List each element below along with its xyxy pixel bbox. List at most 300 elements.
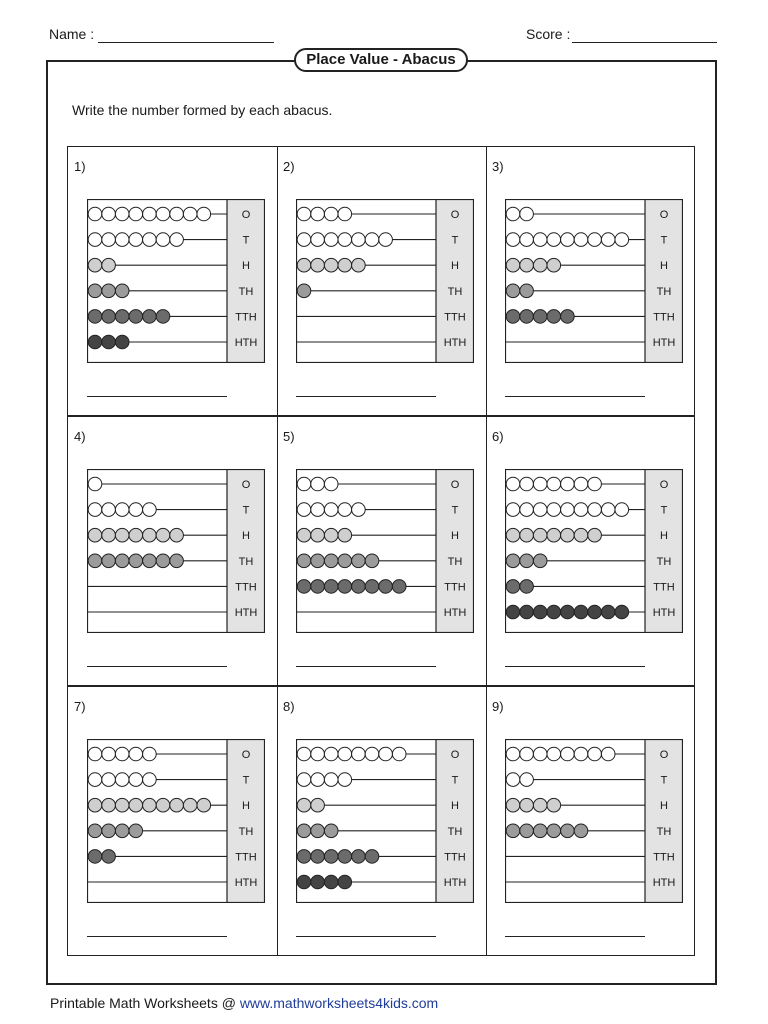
- abacus-bead: [506, 747, 520, 761]
- place-label: T: [451, 234, 459, 247]
- abacus-bead: [533, 554, 547, 568]
- place-label: TTH: [235, 581, 257, 594]
- place-label: H: [660, 530, 668, 543]
- abacus-bead: [324, 875, 338, 889]
- abacus-bead: [365, 747, 379, 761]
- abacus-bead: [88, 258, 102, 272]
- abacus-bead: [547, 747, 561, 761]
- place-label: H: [451, 260, 459, 273]
- abacus-bead: [574, 605, 588, 619]
- abacus: [505, 739, 683, 903]
- place-label: O: [659, 209, 669, 221]
- abacus-bead: [506, 773, 520, 787]
- abacus-bead: [88, 310, 102, 324]
- abacus-bead: [311, 580, 325, 594]
- problem-cell: [68, 687, 277, 957]
- place-label: HTH: [443, 877, 467, 889]
- abacus-bead: [88, 477, 102, 491]
- abacus-bead: [506, 258, 520, 272]
- abacus: [296, 199, 474, 363]
- abacus-bead: [561, 528, 575, 542]
- abacus-bead: [506, 310, 520, 324]
- abacus: [505, 469, 683, 633]
- abacus-bead: [102, 503, 116, 517]
- name-label: Name :: [49, 26, 95, 42]
- abacus-bead: [338, 773, 352, 787]
- place-label: O: [241, 749, 251, 761]
- instructions: Write the number formed by each abacus.: [72, 102, 333, 118]
- footer-link[interactable]: www.mathworksheets4kids.com: [239, 995, 439, 1011]
- abacus-bead: [115, 284, 129, 298]
- place-label: T: [660, 774, 668, 787]
- place-label: TTH: [235, 851, 257, 864]
- place-label: H: [660, 260, 668, 273]
- answer-line[interactable]: [87, 396, 227, 397]
- abacus-bead: [129, 773, 143, 787]
- abacus-bead: [533, 310, 547, 324]
- abacus-bead: [170, 233, 184, 247]
- abacus-bead: [365, 554, 379, 568]
- abacus-bead: [506, 580, 520, 594]
- place-label: H: [451, 530, 459, 543]
- abacus-bead: [156, 528, 170, 542]
- place-label: TTH: [653, 851, 675, 864]
- abacus-bead: [615, 233, 629, 247]
- abacus-bead: [88, 528, 102, 542]
- abacus-bead: [352, 747, 366, 761]
- abacus-bead: [129, 824, 143, 838]
- abacus-bead: [520, 477, 534, 491]
- place-label: T: [451, 774, 459, 787]
- abacus-bead: [102, 850, 116, 864]
- abacus-bead: [156, 310, 170, 324]
- abacus-bead: [156, 207, 170, 221]
- abacus-bead: [311, 875, 325, 889]
- abacus-bead: [311, 824, 325, 838]
- place-label: TH: [656, 285, 672, 298]
- abacus-bead: [324, 233, 338, 247]
- abacus-bead: [297, 284, 311, 298]
- place-label: O: [450, 479, 460, 491]
- abacus-bead: [338, 233, 352, 247]
- abacus: [87, 199, 265, 363]
- abacus-bead: [102, 284, 116, 298]
- abacus-bead: [520, 605, 534, 619]
- abacus-bead: [533, 528, 547, 542]
- abacus-bead: [143, 310, 157, 324]
- abacus-bead: [547, 605, 561, 619]
- problem-cell: [486, 417, 695, 687]
- abacus-bead: [338, 850, 352, 864]
- abacus-bead: [311, 554, 325, 568]
- abacus-bead: [102, 773, 116, 787]
- place-label: O: [450, 749, 460, 761]
- abacus-bead: [183, 207, 197, 221]
- abacus-bead: [115, 207, 129, 221]
- place-label: O: [241, 479, 251, 491]
- place-label: T: [451, 504, 459, 517]
- answer-line[interactable]: [87, 936, 227, 937]
- abacus-bead: [365, 850, 379, 864]
- abacus-bead: [352, 258, 366, 272]
- abacus-bead: [601, 233, 615, 247]
- abacus-bead: [506, 207, 520, 221]
- place-label: HTH: [234, 337, 258, 349]
- abacus-bead: [156, 233, 170, 247]
- abacus-bead: [588, 747, 602, 761]
- abacus-bead: [297, 773, 311, 787]
- abacus-bead: [561, 233, 575, 247]
- abacus: [296, 739, 474, 903]
- footer: [50, 995, 438, 1011]
- abacus-bead: [365, 580, 379, 594]
- place-label: H: [451, 800, 459, 813]
- abacus-bead: [156, 798, 170, 812]
- abacus-bead: [115, 310, 129, 324]
- abacus-bead: [338, 554, 352, 568]
- abacus-bead: [311, 233, 325, 247]
- problem-cell: [68, 417, 277, 687]
- abacus-bead: [324, 824, 338, 838]
- abacus-bead: [392, 580, 406, 594]
- abacus-bead: [115, 233, 129, 247]
- abacus-bead: [88, 503, 102, 517]
- abacus-bead: [297, 850, 311, 864]
- answer-line[interactable]: [87, 666, 227, 667]
- abacus-bead: [574, 824, 588, 838]
- abacus-bead: [129, 207, 143, 221]
- abacus-bead: [338, 503, 352, 517]
- abacus-bead: [324, 554, 338, 568]
- abacus-bead: [297, 875, 311, 889]
- abacus-bead: [561, 747, 575, 761]
- abacus-bead: [379, 580, 393, 594]
- abacus-bead: [574, 528, 588, 542]
- abacus-bead: [520, 824, 534, 838]
- place-label: TTH: [653, 311, 675, 324]
- abacus: [87, 469, 265, 633]
- abacus-bead: [533, 258, 547, 272]
- abacus-bead: [338, 258, 352, 272]
- abacus-bead: [129, 747, 143, 761]
- place-label: TH: [447, 285, 463, 298]
- abacus-bead: [297, 503, 311, 517]
- abacus-bead: [311, 528, 325, 542]
- abacus-bead: [352, 580, 366, 594]
- abacus-bead: [547, 798, 561, 812]
- place-label: HTH: [234, 607, 258, 619]
- abacus-bead: [311, 503, 325, 517]
- place-label: TH: [238, 285, 254, 298]
- problem-cell: [277, 147, 486, 417]
- abacus-bead: [115, 747, 129, 761]
- abacus-bead: [533, 477, 547, 491]
- abacus-bead: [88, 233, 102, 247]
- abacus-bead: [574, 747, 588, 761]
- footer-text: Printable Math Worksheets @: [50, 995, 236, 1011]
- abacus-bead: [102, 258, 116, 272]
- place-label: T: [242, 504, 250, 517]
- abacus-bead: [129, 554, 143, 568]
- abacus-bead: [588, 477, 602, 491]
- abacus-bead: [129, 233, 143, 247]
- abacus-bead: [143, 528, 157, 542]
- answer-line[interactable]: [296, 666, 436, 667]
- score-field[interactable]: [572, 42, 717, 43]
- abacus: [87, 739, 265, 903]
- abacus-bead: [297, 747, 311, 761]
- place-label: O: [659, 479, 669, 491]
- abacus-bead: [601, 503, 615, 517]
- abacus-bead: [143, 798, 157, 812]
- problem-number: 2): [283, 159, 295, 174]
- abacus-bead: [324, 477, 338, 491]
- place-label: HTH: [652, 877, 676, 889]
- abacus-bead: [102, 824, 116, 838]
- place-label: HTH: [652, 337, 676, 349]
- abacus-bead: [601, 747, 615, 761]
- abacus-bead: [115, 503, 129, 517]
- abacus-bead: [352, 233, 366, 247]
- abacus-bead: [102, 554, 116, 568]
- place-label: O: [450, 209, 460, 221]
- problem-cell: [277, 687, 486, 957]
- abacus-bead: [129, 528, 143, 542]
- abacus-bead: [297, 528, 311, 542]
- abacus-bead: [297, 258, 311, 272]
- abacus-bead: [533, 747, 547, 761]
- name-field[interactable]: [98, 42, 274, 43]
- abacus-bead: [102, 207, 116, 221]
- abacus-bead: [88, 335, 102, 349]
- place-label: H: [660, 800, 668, 813]
- place-label: TTH: [444, 311, 466, 324]
- abacus-bead: [88, 798, 102, 812]
- answer-line[interactable]: [505, 666, 645, 667]
- abacus-bead: [129, 798, 143, 812]
- abacus-bead: [547, 258, 561, 272]
- place-label: TH: [238, 555, 254, 568]
- abacus-bead: [588, 528, 602, 542]
- abacus-bead: [561, 477, 575, 491]
- abacus-bead: [297, 824, 311, 838]
- abacus-bead: [520, 773, 534, 787]
- abacus-bead: [392, 747, 406, 761]
- abacus-bead: [115, 798, 129, 812]
- abacus-bead: [547, 477, 561, 491]
- abacus-bead: [115, 773, 129, 787]
- abacus-bead: [561, 503, 575, 517]
- abacus-bead: [297, 207, 311, 221]
- abacus-bead: [311, 477, 325, 491]
- problem-cell: [486, 687, 695, 957]
- abacus-bead: [533, 503, 547, 517]
- abacus-bead: [297, 233, 311, 247]
- abacus-bead: [520, 310, 534, 324]
- abacus-bead: [170, 554, 184, 568]
- abacus-bead: [520, 798, 534, 812]
- abacus-bead: [506, 798, 520, 812]
- place-label: TH: [447, 825, 463, 838]
- place-label: O: [659, 749, 669, 761]
- abacus-bead: [156, 554, 170, 568]
- abacus-bead: [102, 233, 116, 247]
- abacus-bead: [533, 824, 547, 838]
- abacus-bead: [601, 605, 615, 619]
- place-label: HTH: [234, 877, 258, 889]
- abacus-bead: [574, 503, 588, 517]
- abacus-bead: [311, 747, 325, 761]
- abacus-bead: [547, 233, 561, 247]
- answer-line[interactable]: [505, 396, 645, 397]
- problem-cell: [486, 147, 695, 417]
- abacus-bead: [324, 747, 338, 761]
- abacus-bead: [520, 503, 534, 517]
- abacus-bead: [143, 554, 157, 568]
- abacus-bead: [324, 528, 338, 542]
- abacus-bead: [588, 503, 602, 517]
- abacus-bead: [533, 605, 547, 619]
- abacus-bead: [379, 747, 393, 761]
- abacus-bead: [520, 207, 534, 221]
- problem-number: 1): [74, 159, 86, 174]
- place-label: H: [242, 800, 250, 813]
- abacus-bead: [115, 528, 129, 542]
- abacus-bead: [547, 528, 561, 542]
- answer-line[interactable]: [296, 396, 436, 397]
- abacus-bead: [588, 605, 602, 619]
- place-label: O: [241, 209, 251, 221]
- abacus-bead: [143, 503, 157, 517]
- abacus-bead: [506, 284, 520, 298]
- place-label: TTH: [444, 581, 466, 594]
- abacus-bead: [561, 605, 575, 619]
- abacus-bead: [506, 477, 520, 491]
- abacus-bead: [115, 554, 129, 568]
- abacus-bead: [533, 233, 547, 247]
- abacus-bead: [506, 824, 520, 838]
- abacus-bead: [379, 233, 393, 247]
- abacus-bead: [506, 528, 520, 542]
- abacus-bead: [338, 528, 352, 542]
- place-label: H: [242, 530, 250, 543]
- place-label: TH: [656, 825, 672, 838]
- abacus-bead: [533, 798, 547, 812]
- place-label: TTH: [653, 581, 675, 594]
- abacus-bead: [311, 207, 325, 221]
- abacus-bead: [88, 773, 102, 787]
- abacus-bead: [197, 798, 211, 812]
- abacus-bead: [297, 798, 311, 812]
- abacus-bead: [88, 207, 102, 221]
- abacus-bead: [297, 477, 311, 491]
- abacus-bead: [102, 528, 116, 542]
- abacus-bead: [143, 207, 157, 221]
- abacus-bead: [88, 850, 102, 864]
- abacus-bead: [311, 773, 325, 787]
- abacus-bead: [615, 503, 629, 517]
- abacus-bead: [324, 207, 338, 221]
- answer-line[interactable]: [505, 936, 645, 937]
- problem-number: 8): [283, 699, 295, 714]
- abacus-bead: [88, 284, 102, 298]
- worksheet-title: Place Value - Abacus: [294, 48, 468, 72]
- abacus-bead: [102, 798, 116, 812]
- place-label: HTH: [652, 607, 676, 619]
- abacus-bead: [297, 580, 311, 594]
- abacus-bead: [574, 477, 588, 491]
- abacus-bead: [102, 335, 116, 349]
- problem-number: 7): [74, 699, 86, 714]
- abacus-bead: [129, 310, 143, 324]
- abacus-bead: [588, 233, 602, 247]
- answer-line[interactable]: [296, 936, 436, 937]
- problem-number: 3): [492, 159, 504, 174]
- abacus-bead: [102, 310, 116, 324]
- abacus-bead: [324, 850, 338, 864]
- abacus: [505, 199, 683, 363]
- abacus-bead: [561, 824, 575, 838]
- abacus-bead: [143, 233, 157, 247]
- place-label: TTH: [235, 311, 257, 324]
- abacus-bead: [615, 605, 629, 619]
- place-label: TH: [447, 555, 463, 568]
- abacus-bead: [338, 747, 352, 761]
- place-label: HTH: [443, 607, 467, 619]
- abacus-bead: [143, 747, 157, 761]
- abacus-bead: [297, 554, 311, 568]
- abacus-bead: [115, 824, 129, 838]
- abacus-bead: [324, 503, 338, 517]
- problem-cell: [68, 147, 277, 417]
- abacus-bead: [170, 207, 184, 221]
- place-label: H: [242, 260, 250, 273]
- abacus-bead: [352, 503, 366, 517]
- place-label: TTH: [444, 851, 466, 864]
- abacus-bead: [311, 798, 325, 812]
- abacus-bead: [311, 850, 325, 864]
- abacus-bead: [352, 850, 366, 864]
- problem-number: 4): [74, 429, 86, 444]
- abacus-bead: [547, 503, 561, 517]
- place-label: TH: [238, 825, 254, 838]
- problem-number: 5): [283, 429, 295, 444]
- abacus-bead: [115, 335, 129, 349]
- place-label: T: [660, 504, 668, 517]
- abacus-bead: [506, 503, 520, 517]
- abacus-bead: [520, 747, 534, 761]
- abacus-bead: [311, 258, 325, 272]
- problem-cell: [277, 417, 486, 687]
- abacus-bead: [365, 233, 379, 247]
- place-label: T: [660, 234, 668, 247]
- abacus-bead: [183, 798, 197, 812]
- abacus-bead: [338, 875, 352, 889]
- abacus-bead: [338, 580, 352, 594]
- abacus-bead: [88, 824, 102, 838]
- abacus-bead: [88, 554, 102, 568]
- problem-number: 6): [492, 429, 504, 444]
- abacus-bead: [520, 554, 534, 568]
- abacus: [296, 469, 474, 633]
- problem-number: 9): [492, 699, 504, 714]
- abacus-bead: [324, 773, 338, 787]
- abacus-bead: [102, 747, 116, 761]
- abacus-bead: [520, 528, 534, 542]
- abacus-bead: [170, 798, 184, 812]
- abacus-bead: [547, 310, 561, 324]
- place-label: TH: [656, 555, 672, 568]
